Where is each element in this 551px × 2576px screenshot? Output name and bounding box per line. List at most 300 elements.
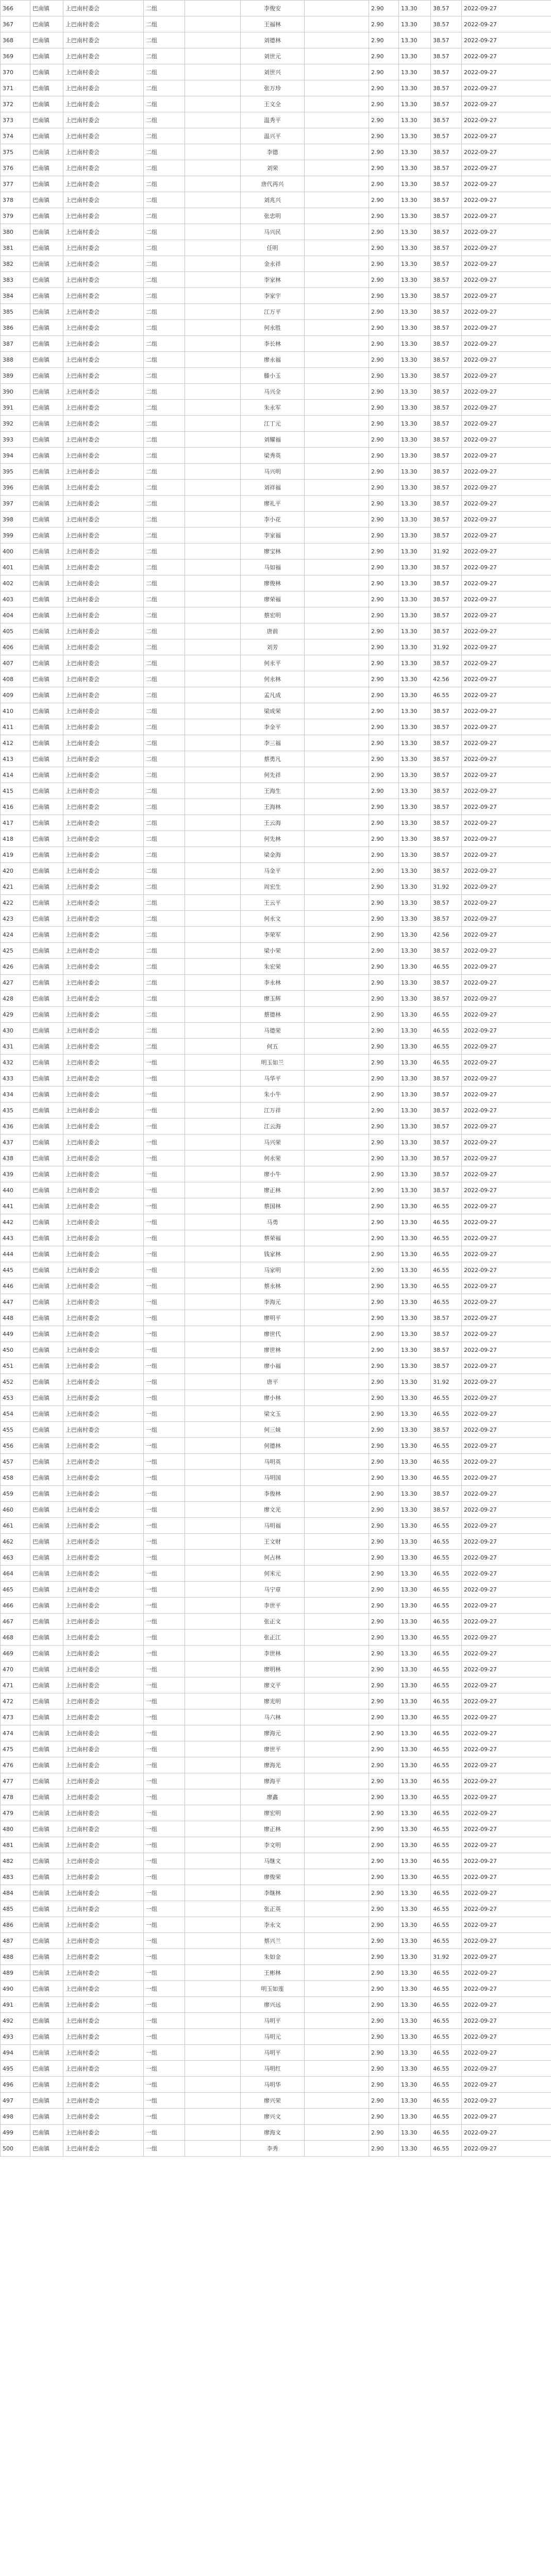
cell-village-committee: 上巴南村委会 (63, 48, 144, 64)
cell-blank-col (185, 304, 241, 320)
cell-group: 一组 (144, 2141, 185, 2157)
cell-value-b: 13.30 (399, 1422, 431, 1438)
cell-village-committee: 上巴南村委会 (63, 687, 144, 703)
cell-village-committee: 上巴南村委会 (63, 1693, 144, 1709)
cell-village-committee: 上巴南村委会 (63, 783, 144, 799)
cell-village-committee: 上巴南村委会 (63, 448, 144, 464)
cell-date: 2022-09-27 (462, 735, 551, 751)
cell-group: 二组 (144, 128, 185, 144)
cell-group: 二组 (144, 959, 185, 975)
cell-group: 二组 (144, 831, 185, 847)
table-row (1, 895, 551, 911)
cell-village-committee: 上巴南村委会 (63, 1055, 144, 1071)
cell-village-committee: 上巴南村委会 (63, 1374, 144, 1390)
cell-date: 2022-09-27 (462, 1981, 551, 1997)
cell-group: 一组 (144, 1374, 185, 1390)
cell-value-a: 2.90 (369, 336, 399, 352)
cell-row-number: 455 (1, 1422, 30, 1438)
cell-row-number: 384 (1, 288, 30, 304)
cell-village-committee: 上巴南村委会 (63, 1837, 144, 1853)
cell-town: 巴南镇 (30, 432, 63, 448)
cell-amount: 38.57 (431, 591, 462, 607)
cell-blank-col (185, 863, 241, 879)
cell-amount: 31.92 (431, 879, 462, 895)
cell-group: 一组 (144, 2093, 185, 2109)
cell-value-b: 13.30 (399, 863, 431, 879)
cell-village-committee: 上巴南村委会 (63, 1150, 144, 1166)
cell-name-repeat (305, 1885, 369, 1901)
cell-blank-col (185, 160, 241, 176)
cell-name-repeat (305, 1917, 369, 1933)
cell-blank-col (185, 1422, 241, 1438)
cell-town: 巴南镇 (30, 799, 63, 815)
cell-town: 巴南镇 (30, 975, 63, 991)
table-row (1, 639, 551, 655)
cell-value-b: 13.30 (399, 1470, 431, 1486)
cell-value-a: 2.90 (369, 1566, 399, 1582)
cell-group: 一组 (144, 1198, 185, 1214)
cell-value-a: 2.90 (369, 1103, 399, 1118)
cell-town: 巴南镇 (30, 1374, 63, 1390)
cell-blank-col (185, 1406, 241, 1422)
cell-village-committee: 上巴南村委会 (63, 975, 144, 991)
cell-village-committee: 上巴南村委会 (63, 575, 144, 591)
cell-town: 巴南镇 (30, 783, 63, 799)
cell-name: 蔡永林 (241, 1278, 305, 1294)
cell-row-number: 429 (1, 1007, 30, 1023)
cell-town: 巴南镇 (30, 1582, 63, 1598)
cell-row-number: 490 (1, 1981, 30, 1997)
cell-value-b: 13.30 (399, 1981, 431, 1997)
cell-group: 二组 (144, 416, 185, 432)
table-row (1, 288, 551, 304)
cell-amount: 38.57 (431, 160, 462, 176)
cell-value-a: 2.90 (369, 847, 399, 863)
cell-row-number: 404 (1, 607, 30, 623)
cell-row-number: 479 (1, 1805, 30, 1821)
cell-village-committee: 上巴南村委会 (63, 208, 144, 224)
cell-town: 巴南镇 (30, 1214, 63, 1230)
cell-group: 一组 (144, 1118, 185, 1134)
cell-value-a: 2.90 (369, 1406, 399, 1422)
cell-value-a: 2.90 (369, 1981, 399, 1997)
cell-village-committee: 上巴南村委会 (63, 272, 144, 288)
cell-name-repeat (305, 1278, 369, 1294)
cell-town: 巴南镇 (30, 16, 63, 32)
cell-village-committee: 上巴南村委会 (63, 544, 144, 560)
cell-blank-col (185, 1230, 241, 1246)
cell-amount: 38.57 (431, 911, 462, 927)
cell-blank-col (185, 1901, 241, 1917)
table-row (1, 1981, 551, 1997)
cell-name-repeat (305, 2077, 369, 2093)
cell-blank-col (185, 1039, 241, 1055)
cell-town: 巴南镇 (30, 671, 63, 687)
cell-date: 2022-09-27 (462, 1246, 551, 1262)
cell-name-repeat (305, 1789, 369, 1805)
cell-amount: 46.55 (431, 1390, 462, 1406)
cell-group: 一组 (144, 1502, 185, 1518)
cell-blank-col (185, 480, 241, 496)
cell-name-repeat (305, 1662, 369, 1677)
cell-name-repeat (305, 384, 369, 400)
cell-amount: 38.57 (431, 847, 462, 863)
cell-name-repeat (305, 208, 369, 224)
cell-name: 马明平 (241, 2013, 305, 2029)
cell-row-number: 430 (1, 1023, 30, 1039)
cell-value-a: 2.90 (369, 1901, 399, 1917)
cell-row-number: 464 (1, 1566, 30, 1582)
cell-group: 一组 (144, 1326, 185, 1342)
cell-blank-col (185, 639, 241, 655)
cell-village-committee: 上巴南村委会 (63, 1, 144, 16)
cell-date: 2022-09-27 (462, 879, 551, 895)
table-row (1, 1725, 551, 1741)
cell-value-b: 13.30 (399, 975, 431, 991)
cell-value-b: 13.30 (399, 1965, 431, 1981)
table-row (1, 320, 551, 336)
cell-name: 张正文 (241, 1614, 305, 1630)
cell-blank-col (185, 1262, 241, 1278)
cell-value-b: 13.30 (399, 655, 431, 671)
cell-group: 一组 (144, 1055, 185, 1071)
cell-value-a: 2.90 (369, 927, 399, 943)
cell-value-b: 13.30 (399, 1869, 431, 1885)
cell-town: 巴南镇 (30, 1805, 63, 1821)
cell-group: 二组 (144, 272, 185, 288)
cell-amount: 46.55 (431, 1901, 462, 1917)
cell-date: 2022-09-27 (462, 1182, 551, 1198)
cell-village-committee: 上巴南村委会 (63, 1869, 144, 1885)
cell-name-repeat (305, 1214, 369, 1230)
cell-name-repeat (305, 927, 369, 943)
cell-group: 一组 (144, 2109, 185, 2125)
cell-amount: 38.57 (431, 719, 462, 735)
cell-town: 巴南镇 (30, 1981, 63, 1997)
cell-group: 二组 (144, 703, 185, 719)
cell-amount: 38.57 (431, 863, 462, 879)
cell-blank-col (185, 256, 241, 272)
cell-row-number: 383 (1, 272, 30, 288)
cell-group: 一组 (144, 1071, 185, 1087)
cell-amount: 38.57 (431, 943, 462, 959)
cell-date: 2022-09-27 (462, 1885, 551, 1901)
cell-value-b: 13.30 (399, 1709, 431, 1725)
cell-village-committee: 上巴南村委会 (63, 80, 144, 96)
cell-town: 巴南镇 (30, 1358, 63, 1374)
cell-village-committee: 上巴南村委会 (63, 607, 144, 623)
cell-village-committee: 上巴南村委会 (63, 128, 144, 144)
cell-amount: 38.57 (431, 1087, 462, 1103)
cell-group: 一组 (144, 1885, 185, 1901)
cell-name-repeat (305, 1837, 369, 1853)
cell-value-b: 13.30 (399, 1198, 431, 1214)
cell-row-number: 392 (1, 416, 30, 432)
cell-row-number: 372 (1, 96, 30, 112)
cell-name: 廖礼平 (241, 496, 305, 512)
cell-name-repeat (305, 160, 369, 176)
cell-amount: 46.55 (431, 1566, 462, 1582)
cell-group: 二组 (144, 448, 185, 464)
cell-group: 二组 (144, 400, 185, 416)
table-row (1, 1662, 551, 1677)
cell-name: 马兴全 (241, 384, 305, 400)
table-row (1, 1358, 551, 1374)
cell-town: 巴南镇 (30, 1166, 63, 1182)
cell-amount: 46.55 (431, 1709, 462, 1725)
cell-blank-col (185, 32, 241, 48)
cell-blank-col (185, 1518, 241, 1534)
cell-blank-col (185, 991, 241, 1007)
cell-value-a: 2.90 (369, 1630, 399, 1646)
cell-name: 马六林 (241, 1709, 305, 1725)
cell-value-b: 13.30 (399, 1358, 431, 1374)
cell-value-a: 2.90 (369, 1007, 399, 1023)
cell-town: 巴南镇 (30, 719, 63, 735)
cell-value-a: 2.90 (369, 943, 399, 959)
cell-date: 2022-09-27 (462, 1821, 551, 1837)
cell-name-repeat (305, 64, 369, 80)
cell-name: 刘德林 (241, 32, 305, 48)
cell-name: 李世林 (241, 1646, 305, 1662)
cell-name: 刘耀福 (241, 432, 305, 448)
cell-date: 2022-09-27 (462, 128, 551, 144)
cell-group: 二组 (144, 895, 185, 911)
cell-amount: 38.57 (431, 1166, 462, 1182)
cell-name-repeat (305, 512, 369, 528)
cell-name-repeat (305, 288, 369, 304)
cell-value-a: 2.90 (369, 1534, 399, 1550)
cell-village-committee: 上巴南村委会 (63, 64, 144, 80)
cell-blank-col (185, 879, 241, 895)
cell-value-a: 2.90 (369, 1087, 399, 1103)
cell-blank-col (185, 1965, 241, 1981)
cell-row-number: 435 (1, 1103, 30, 1118)
cell-village-committee: 上巴南村委会 (63, 1198, 144, 1214)
cell-date: 2022-09-27 (462, 1805, 551, 1821)
cell-name: 廖兴荣 (241, 2093, 305, 2109)
cell-blank-col (185, 751, 241, 767)
cell-name-repeat (305, 1853, 369, 1869)
cell-date: 2022-09-27 (462, 1071, 551, 1087)
cell-date: 2022-09-27 (462, 1422, 551, 1438)
table-row (1, 208, 551, 224)
cell-town: 巴南镇 (30, 144, 63, 160)
cell-town: 巴南镇 (30, 767, 63, 783)
cell-date: 2022-09-27 (462, 2093, 551, 2109)
cell-row-number: 459 (1, 1486, 30, 1502)
cell-value-a: 2.90 (369, 975, 399, 991)
cell-date: 2022-09-27 (462, 1582, 551, 1598)
cell-town: 巴南镇 (30, 1118, 63, 1134)
cell-row-number: 378 (1, 192, 30, 208)
cell-town: 巴南镇 (30, 512, 63, 528)
cell-row-number: 460 (1, 1502, 30, 1518)
cell-group: 二组 (144, 735, 185, 751)
cell-value-b: 13.30 (399, 432, 431, 448)
cell-name-repeat (305, 2029, 369, 2045)
cell-value-b: 13.30 (399, 1438, 431, 1454)
cell-value-b: 13.30 (399, 943, 431, 959)
cell-town: 巴南镇 (30, 544, 63, 560)
cell-value-b: 13.30 (399, 1166, 431, 1182)
cell-village-committee: 上巴南村委会 (63, 1885, 144, 1901)
cell-amount: 38.57 (431, 128, 462, 144)
cell-value-a: 2.90 (369, 1023, 399, 1039)
cell-name-repeat (305, 1326, 369, 1342)
cell-village-committee: 上巴南村委会 (63, 304, 144, 320)
table-row (1, 416, 551, 432)
cell-town: 巴南镇 (30, 1230, 63, 1246)
cell-name-repeat (305, 1901, 369, 1917)
cell-name: 何米元 (241, 1566, 305, 1582)
cell-blank-col (185, 224, 241, 240)
cell-amount: 38.57 (431, 575, 462, 591)
cell-blank-col (185, 1071, 241, 1087)
cell-group: 二组 (144, 911, 185, 927)
cell-value-a: 2.90 (369, 1246, 399, 1262)
cell-village-committee: 上巴南村委会 (63, 192, 144, 208)
cell-name: 廖正林 (241, 1182, 305, 1198)
cell-date: 2022-09-27 (462, 719, 551, 735)
cell-name: 蔡德林 (241, 1007, 305, 1023)
cell-value-a: 2.90 (369, 528, 399, 544)
cell-value-b: 13.30 (399, 1182, 431, 1198)
cell-town: 巴南镇 (30, 943, 63, 959)
cell-town: 巴南镇 (30, 751, 63, 767)
cell-group: 二组 (144, 496, 185, 512)
cell-row-number: 400 (1, 544, 30, 560)
cell-town: 巴南镇 (30, 1071, 63, 1087)
cell-value-a: 2.90 (369, 1118, 399, 1134)
table-row (1, 224, 551, 240)
cell-value-a: 2.90 (369, 496, 399, 512)
cell-name-repeat (305, 1773, 369, 1789)
cell-name: 刘兆兴 (241, 192, 305, 208)
table-row (1, 623, 551, 639)
cell-date: 2022-09-27 (462, 1662, 551, 1677)
cell-town: 巴南镇 (30, 1087, 63, 1103)
cell-value-a: 2.90 (369, 591, 399, 607)
cell-town: 巴南镇 (30, 703, 63, 719)
cell-blank-col (185, 1534, 241, 1550)
cell-town: 巴南镇 (30, 320, 63, 336)
cell-group: 一组 (144, 1933, 185, 1949)
cell-name-repeat (305, 1725, 369, 1741)
cell-town: 巴南镇 (30, 528, 63, 544)
cell-village-committee: 上巴南村委会 (63, 1949, 144, 1965)
cell-blank-col (185, 1390, 241, 1406)
cell-amount: 38.57 (431, 400, 462, 416)
cell-value-b: 13.30 (399, 879, 431, 895)
cell-value-a: 2.90 (369, 512, 399, 528)
table-row (1, 48, 551, 64)
cell-amount: 38.57 (431, 1342, 462, 1358)
cell-value-a: 2.90 (369, 1470, 399, 1486)
cell-row-number: 494 (1, 2045, 30, 2061)
cell-blank-col (185, 2029, 241, 2045)
cell-value-b: 13.30 (399, 160, 431, 176)
cell-village-committee: 上巴南村委会 (63, 144, 144, 160)
cell-amount: 38.57 (431, 1326, 462, 1342)
cell-blank-col (185, 1118, 241, 1134)
cell-row-number: 499 (1, 2125, 30, 2141)
table-row (1, 767, 551, 783)
cell-amount: 46.55 (431, 2141, 462, 2157)
cell-group: 一组 (144, 2125, 185, 2141)
cell-amount: 38.57 (431, 256, 462, 272)
cell-row-number: 375 (1, 144, 30, 160)
cell-blank-col (185, 911, 241, 927)
cell-date: 2022-09-27 (462, 623, 551, 639)
cell-name: 金永祥 (241, 256, 305, 272)
table-row (1, 1454, 551, 1470)
cell-group: 二组 (144, 655, 185, 671)
cell-village-committee: 上巴南村委会 (63, 2013, 144, 2029)
cell-row-number: 397 (1, 496, 30, 512)
cell-row-number: 398 (1, 512, 30, 528)
cell-value-b: 13.30 (399, 2013, 431, 2029)
cell-row-number: 465 (1, 1582, 30, 1598)
cell-blank-col (185, 416, 241, 432)
cell-name: 廖海平 (241, 1773, 305, 1789)
cell-name-repeat (305, 1055, 369, 1071)
cell-value-a: 2.90 (369, 639, 399, 655)
cell-name: 明玉如莲 (241, 1981, 305, 1997)
cell-town: 巴南镇 (30, 879, 63, 895)
table-row (1, 1773, 551, 1789)
cell-village-committee: 上巴南村委会 (63, 384, 144, 400)
cell-value-b: 13.30 (399, 1662, 431, 1677)
cell-blank-col (185, 384, 241, 400)
cell-row-number: 424 (1, 927, 30, 943)
cell-name: 蔡荣福 (241, 1230, 305, 1246)
table-row (1, 1693, 551, 1709)
cell-date: 2022-09-27 (462, 639, 551, 655)
cell-date: 2022-09-27 (462, 1326, 551, 1342)
cell-row-number: 493 (1, 2029, 30, 2045)
cell-value-b: 13.30 (399, 911, 431, 927)
cell-name: 何先林 (241, 831, 305, 847)
cell-amount: 38.57 (431, 1310, 462, 1326)
cell-blank-col (185, 2013, 241, 2029)
cell-town: 巴南镇 (30, 480, 63, 496)
cell-value-b: 13.30 (399, 1103, 431, 1118)
cell-blank-col (185, 48, 241, 64)
table-row (1, 1023, 551, 1039)
cell-value-b: 13.30 (399, 639, 431, 655)
table-row (1, 160, 551, 176)
cell-amount: 38.57 (431, 416, 462, 432)
cell-group: 一组 (144, 1278, 185, 1294)
table-row (1, 80, 551, 96)
cell-blank-col (185, 1550, 241, 1566)
cell-village-committee: 上巴南村委会 (63, 1789, 144, 1805)
cell-name: 李俊安 (241, 1, 305, 16)
cell-name-repeat (305, 192, 369, 208)
cell-town: 巴南镇 (30, 1534, 63, 1550)
cell-town: 巴南镇 (30, 464, 63, 480)
cell-town: 巴南镇 (30, 1949, 63, 1965)
cell-date: 2022-09-27 (462, 1055, 551, 1071)
cell-village-committee: 上巴南村委会 (63, 1566, 144, 1582)
cell-group: 二组 (144, 352, 185, 368)
cell-date: 2022-09-27 (462, 384, 551, 400)
cell-name-repeat (305, 256, 369, 272)
cell-village-committee: 上巴南村委会 (63, 639, 144, 655)
cell-name: 刘芳 (241, 639, 305, 655)
table-row (1, 2109, 551, 2125)
